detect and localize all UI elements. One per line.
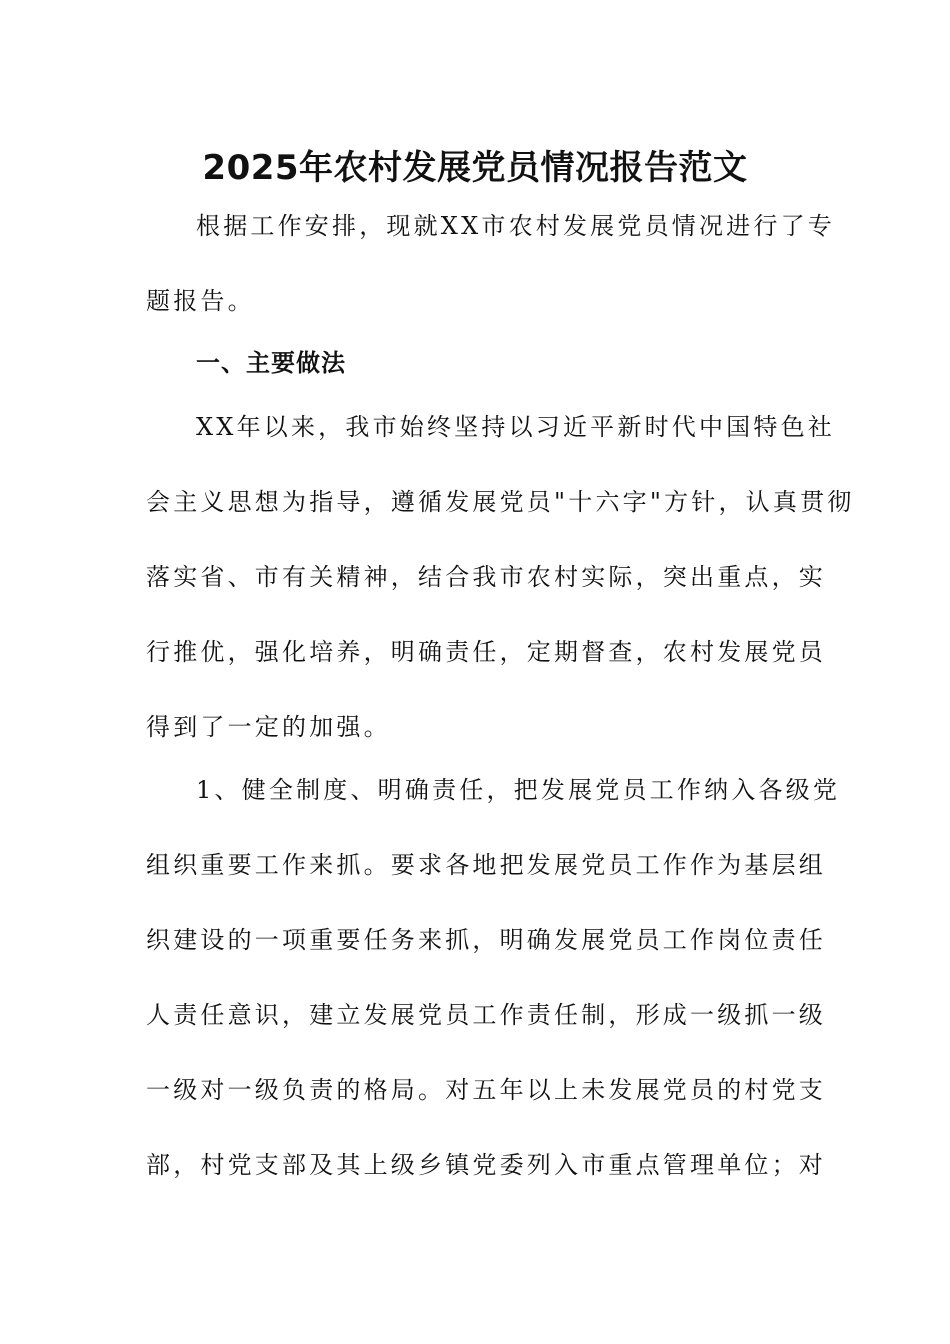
section1-line-1: XX年以来，我市始终坚持以习近平新时代中国特色社: [196, 413, 835, 441]
item1-line-6: 部，村党支部及其上级乡镇党委列入市重点管理单位；对: [146, 1151, 826, 1179]
section1-line-5: 得到了一定的加强。: [146, 713, 391, 741]
item1-line-4: 人责任意识，建立发展党员工作责任制，形成一级抓一级: [146, 1001, 826, 1029]
item1-line-1: 1、健全制度、明确责任，把发展党员工作纳入各级党: [196, 776, 841, 804]
section1-line-3: 落实省、市有关精神，结合我市农村实际，突出重点，实: [146, 563, 826, 591]
document-title: 2025年农村发展党员情况报告范文: [202, 148, 748, 188]
item1-line-3: 织建设的一项重要任务来抓，明确发展党员工作岗位责任: [146, 926, 826, 954]
section1-line-4: 行推优，强化培养，明确责任，定期督查，农村发展党员: [146, 638, 826, 666]
intro-line-1: 根据工作安排，现就XX市农村发展党员情况进行了专: [196, 212, 835, 240]
item1-line-5: 一级对一级负责的格局。对五年以上未发展党员的村党支: [146, 1076, 826, 1104]
section-heading-main-practices: 一、主要做法: [196, 349, 346, 377]
intro-line-2: 题报告。: [146, 287, 255, 315]
section1-line-2: 会主义思想为指导，遵循发展党员"十六字"方针，认真贯彻: [146, 488, 855, 516]
item1-line-2: 组织重要工作来抓。要求各地把发展党员工作作为基层组: [146, 851, 826, 879]
